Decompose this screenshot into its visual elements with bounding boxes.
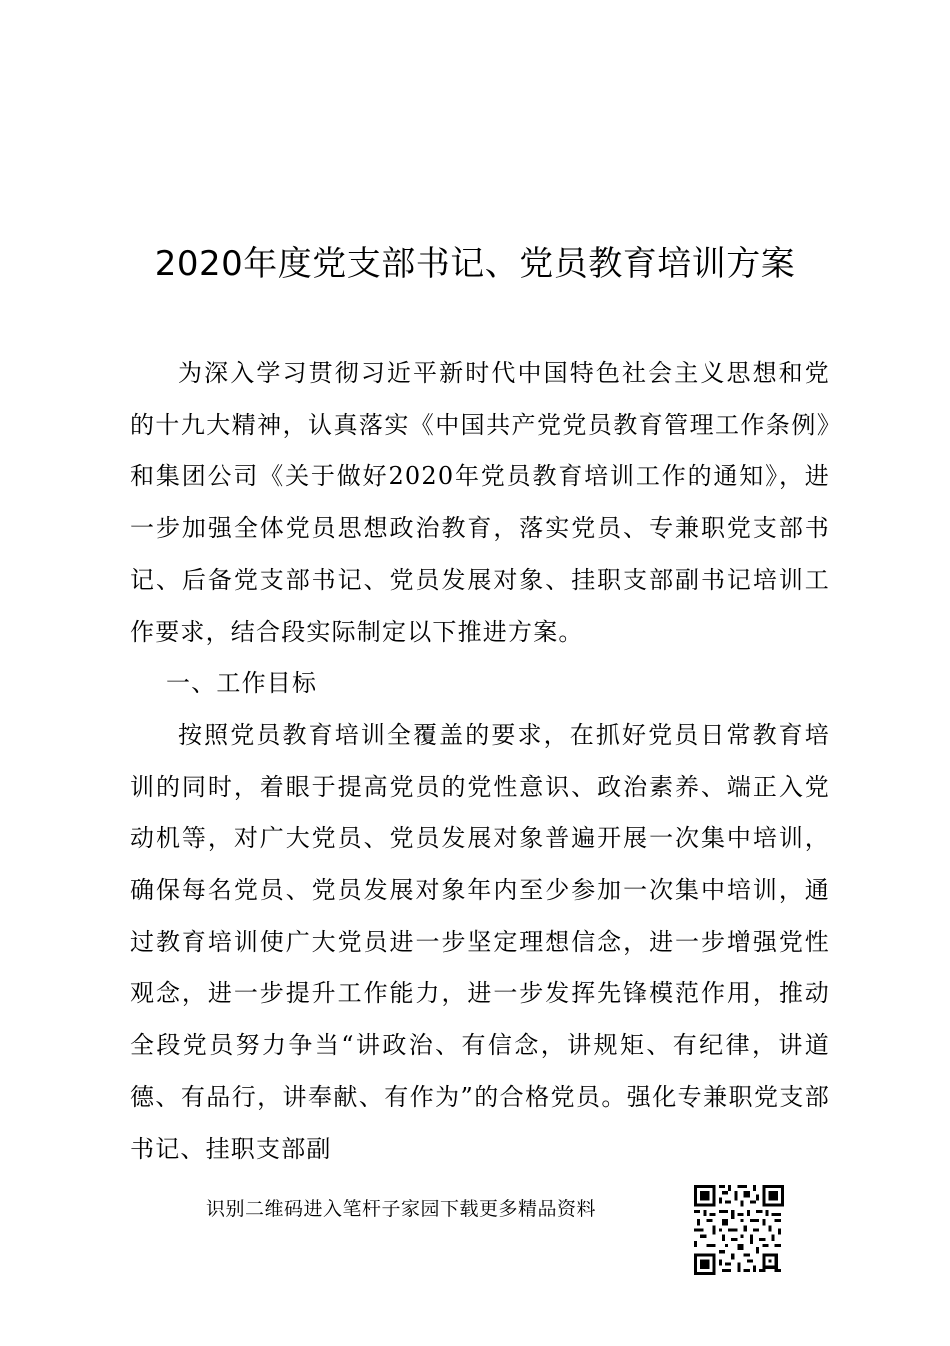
footer-promo-text: 识别二维码进入笔杆子家园下载更多精品资料 [206, 1198, 597, 1220]
paragraph-goals: 按照党员教育培训全覆盖的要求，在抓好党员日常教育培训的同时，着眼于提高党员的党性意识、政治素养、端正入党动机等，对广大党员、党员发展对象普遍开展一次集中培训，确保每名党员、党员发展对象年内至少参加一次集中培训，通过教育培训使广大党员进一步坚定理想信念，进一步增强党性观念，进一步提升工作能力，进一步发挥先锋模范作用，推动全段党员努力争当“讲政治、有信念，讲规矩、有纪律，讲道德、有品行，讲奉献、有作为”的合格党员。强化专兼职党支部书记、挂职支部副 [130, 720, 830, 1163]
qr-code-icon[interactable] [694, 1185, 784, 1275]
document-title: 2020年度党支部书记、党员教育培训方案 [154, 244, 796, 284]
paragraph-intro: 为深入学习贯彻习近平新时代中国特色社会主义思想和党的十九大精神，认真落实《中国共产党党员教育管理工作条例》和集团公司《关于做好2020年党员教育培训工作的通知》，进一步加强全体党员思想政治教育，落实党员、专兼职党支部书记、后备党支部书记、党员发展对象、挂职支部副书记培训工作要求，结合段实际制定以下推进方案。 [130, 359, 830, 646]
document-body [130, 348, 830, 1175]
section-heading-goals: 一、工作目标 [166, 669, 318, 698]
